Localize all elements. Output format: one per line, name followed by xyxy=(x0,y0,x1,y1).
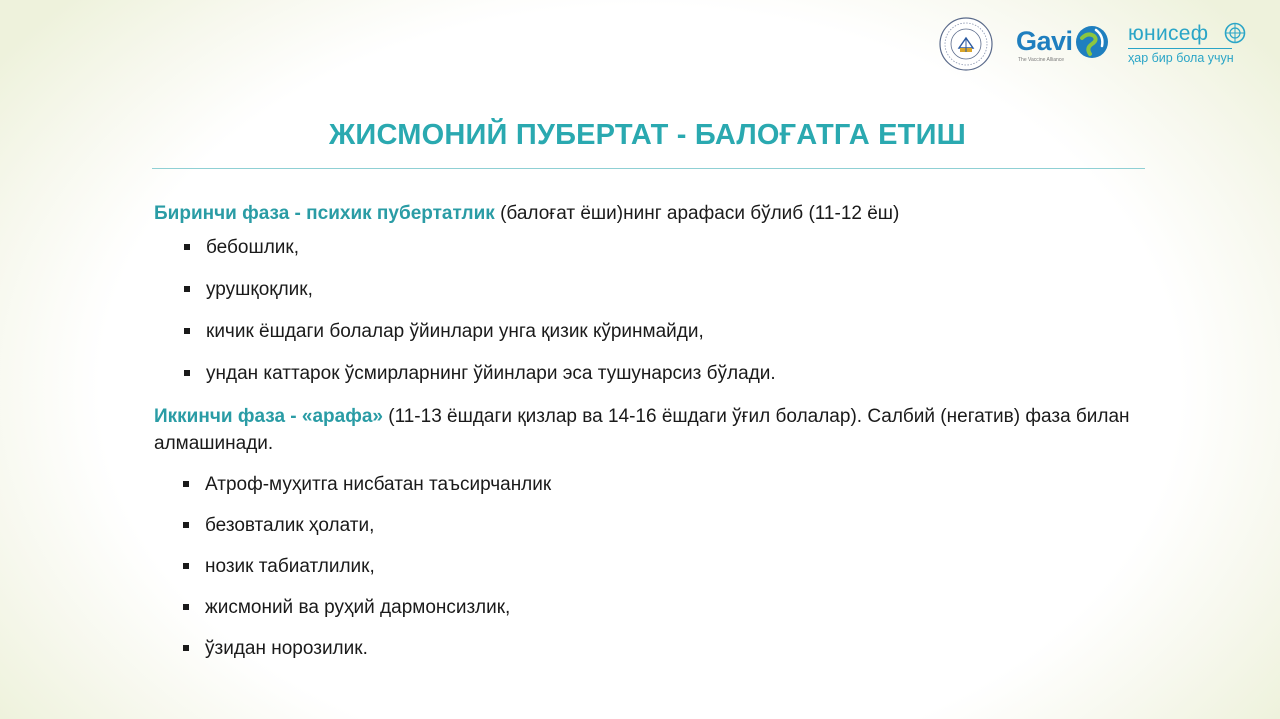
bullet-square-icon xyxy=(184,328,190,334)
bullet-square-icon xyxy=(183,563,189,569)
bullet-square-icon xyxy=(183,481,189,487)
title-divider xyxy=(152,168,1145,169)
bullet-square-icon xyxy=(183,522,189,528)
bullet-text: жисмоний ва руҳий дармонсизлик, xyxy=(205,597,511,618)
phase1-paragraph xyxy=(154,200,1154,227)
list-item xyxy=(184,280,776,300)
unicef-logo xyxy=(1128,20,1258,70)
bullet-square-icon xyxy=(184,370,190,376)
phase2-paragraph xyxy=(154,403,1154,457)
phase2-heading: Иккинчи фаза - «арафа» xyxy=(154,406,383,427)
gavi-globe-icon xyxy=(1074,24,1110,60)
phase1-heading: Биринчи фаза - психик пубертатлик xyxy=(154,203,495,224)
bullet-text: нозик табиатлилик, xyxy=(205,556,375,577)
list-item xyxy=(183,598,551,618)
unicef-logo-word: юнисеф xyxy=(1128,22,1209,45)
gavi-logo xyxy=(1014,24,1114,68)
list-item xyxy=(183,516,551,536)
list-item xyxy=(184,322,776,342)
unicef-underline xyxy=(1128,48,1232,49)
bullet-square-icon xyxy=(183,604,189,610)
phase1-text: (балоғат ёши)нинг арафаси бўлиб (11-12 ёш) xyxy=(494,203,900,224)
partner-logos xyxy=(938,14,1258,74)
unicef-logo-tagline: ҳар бир бола учун xyxy=(1128,51,1234,65)
bullet-square-icon xyxy=(184,244,190,250)
phase1-bullet-list xyxy=(184,238,776,406)
gavi-logo-word: Gavi xyxy=(1016,26,1073,56)
bullet-text: бебошлик, xyxy=(206,237,300,258)
list-item xyxy=(183,557,551,577)
bullet-text: безовталик ҳолати, xyxy=(205,515,375,536)
unicef-emblem-icon xyxy=(1224,22,1246,44)
bullet-text: ўзидан норозилик. xyxy=(205,638,368,659)
bullet-text: урушқоқлик, xyxy=(206,279,313,300)
list-item xyxy=(184,364,776,384)
phase2-bullet-list xyxy=(183,475,551,680)
gavi-logo-tagline: The Vaccine Alliance xyxy=(1018,57,1065,63)
list-item xyxy=(183,475,551,495)
bullet-square-icon xyxy=(184,286,190,292)
list-item xyxy=(184,238,776,258)
bullet-text: ундан каттарок ўсмирларнинг ўйинлари эса тушунарсиз бўлади. xyxy=(206,363,776,384)
university-seal-logo xyxy=(938,16,994,72)
phase2-text: (11-13 ёшдаги қизлар ва 14-16 ёшдаги ўғил болалар). Салбий (негатив) фаза билан алмашинади. xyxy=(154,406,1130,454)
bullet-text: кичик ёшдаги болалар ўйинлари унга қизик кўринмайди, xyxy=(206,321,704,342)
list-item xyxy=(183,639,551,659)
bullet-text: Атроф-муҳитга нисбатан таъсирчанлик xyxy=(205,474,552,495)
bullet-square-icon xyxy=(183,645,189,651)
slide-title: ЖИСМОНИЙ ПУБЕРТАТ - БАЛОҒАТГА ЕТИШ xyxy=(329,119,966,151)
